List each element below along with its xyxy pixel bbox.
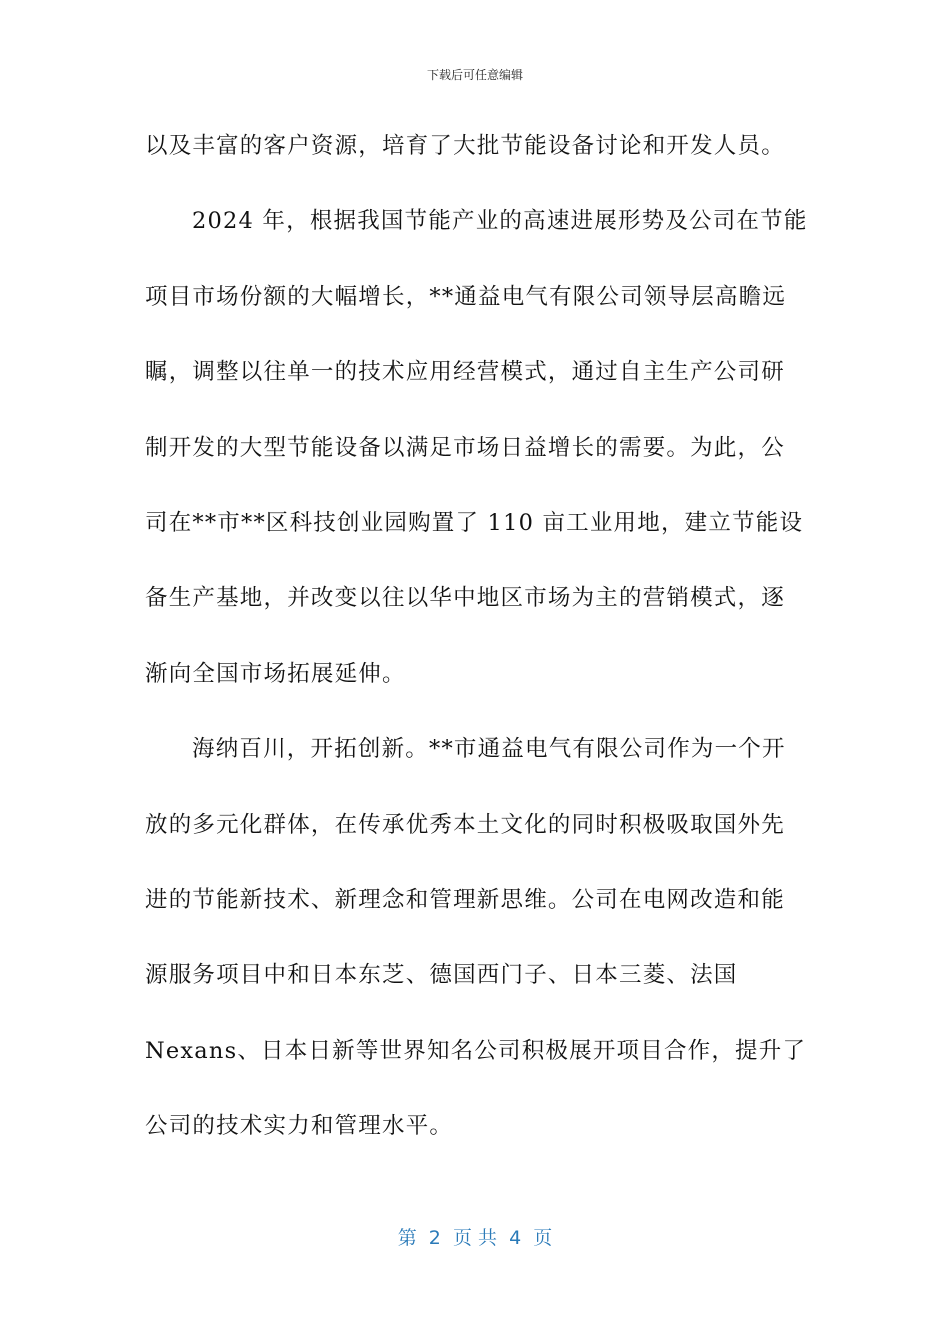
text-line: 司在**市**区科技创业园购置了 110 亩工业用地，建立节能设 bbox=[145, 509, 804, 536]
text-line: 2024 年，根据我国节能产业的高速进展形势及公司在节能 bbox=[192, 208, 808, 235]
page-footer bbox=[0, 1224, 950, 1252]
text-line: 制开发的大型节能设备以满足市场日益增长的需要。为此，公 bbox=[145, 434, 785, 461]
text-line: 以及丰富的客户资源，培育了大批节能设备讨论和开发人员。 bbox=[145, 133, 785, 159]
page-header: 下载后可任意编辑 bbox=[426, 68, 523, 82]
text-line: 项目市场份额的大幅增长，**通益电气有限公司领导层高瞻远 bbox=[145, 283, 787, 310]
text-line: Nexans、日本日新等世界知名公司积极展开项目合作，提升了 bbox=[145, 1037, 807, 1064]
text-line: 瞩，调整以往单一的技术应用经营模式，通过自主生产公司研 bbox=[145, 359, 785, 386]
text-line: 进的节能新技术、新理念和管理新思维。公司在电网改造和能 bbox=[145, 886, 785, 913]
text-line: 公司的技术实力和管理水平。 bbox=[145, 1113, 454, 1140]
text-line: 源服务项目中和日本东芝、德国西门子、日本三菱、法国 bbox=[145, 962, 738, 989]
document-body bbox=[145, 118, 808, 1173]
text-line: 放的多元化群体，在传承优秀本土文化的同时积极吸取国外先 bbox=[145, 811, 785, 838]
text-line: 渐向全国市场拓展延伸。 bbox=[145, 660, 406, 687]
page-number-text: 第 2 页 共 4 页 bbox=[397, 1227, 553, 1249]
text-line: 备生产基地，并改变以往以华中地区市场为主的营销模式，逐 bbox=[145, 585, 785, 612]
text-line: 海纳百川，开拓创新。**市通益电气有限公司作为一个开 bbox=[192, 736, 786, 763]
